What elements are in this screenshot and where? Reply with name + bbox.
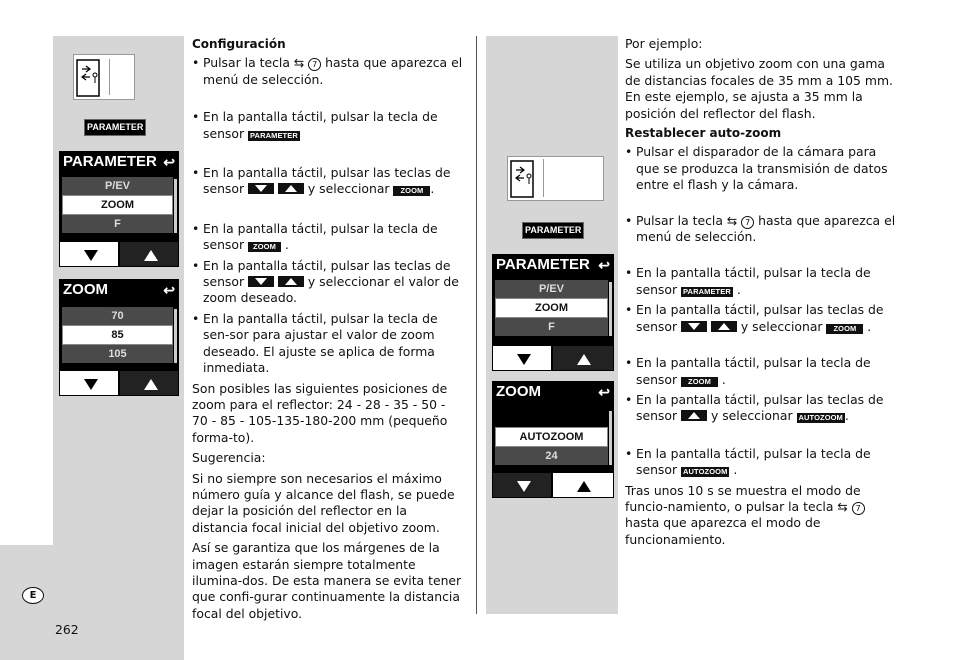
parameter-menu-screen — [492, 254, 614, 371]
autozoom-key-label: AUTOZOOM — [798, 413, 843, 423]
tip-heading: Sugerencia: — [192, 450, 266, 466]
parameter-key-label: PARAMETER — [250, 130, 298, 140]
swap-key-icon: ⇆ — [837, 498, 848, 514]
menu-row-f[interactable]: F — [495, 318, 608, 336]
swap-key-icon: ⇆ — [293, 55, 305, 71]
zoom-screen-title: ZOOM ↩ — [59, 279, 179, 301]
down-button[interactable] — [492, 472, 552, 498]
step-shutter: • Pulsar el disparador de la cámara para que se produzca la transmisión de datos entre el flash y la cámara. — [625, 144, 899, 193]
arrow-up-key-icon — [711, 321, 737, 332]
arrow-buttons — [492, 472, 614, 498]
zoom-key-label: ZOOM — [826, 324, 863, 334]
parameter-key-label: PARAMETER — [683, 286, 731, 296]
zoom-value-85[interactable]: 85 — [62, 325, 173, 345]
step-parameter: • En la pantalla táctil, pulsar la tecla de sensor PARAMETER — [192, 109, 464, 142]
arrow-down-icon — [517, 354, 531, 365]
scrollbar[interactable] — [609, 282, 612, 336]
return-icon[interactable]: ↩ — [598, 257, 610, 273]
scrollbar[interactable] — [609, 411, 612, 465]
empty-row — [495, 409, 608, 427]
parameter-screen-title: PARAMETER ↩ — [59, 151, 179, 173]
step-press-key: • Pulsar la tecla ⇆ 7 hasta que aparezca el menú de selección. — [625, 213, 899, 246]
zoom-key-label: ZOOM — [393, 186, 430, 196]
zoom-positions-paragraph: Son posibles las siguientes posiciones de zoom para el reflector: 24 - 28 - 35 - 50 - 70 - 85 - 105-135-180-200 mm (pequeño forma-to). — [192, 380, 448, 445]
parameter-sensor-key-figure[interactable]: PARAMETER — [522, 222, 584, 239]
return-icon[interactable]: ↩ — [598, 384, 610, 400]
column-divider — [476, 36, 477, 614]
scrollbar[interactable] — [174, 309, 177, 363]
page-number: 262 — [55, 622, 79, 637]
up-button[interactable] — [119, 241, 179, 267]
key-number-7-icon: 7 — [852, 502, 865, 515]
return-paragraph: Tras unos 10 s se muestra el modo de funcio-namiento, o pulsar la tecla ⇆ 7 hasta que aparezca el modo de funcionamiento. — [625, 483, 899, 549]
menu-row-pev[interactable]: P/EV — [495, 280, 608, 298]
section-heading: Configuración — [192, 37, 286, 51]
left-text-column — [192, 36, 464, 622]
step-select-autozoom: • En la pantalla táctil, pulsar las teclas de sensor y seleccionar AUTOZOOM . — [625, 392, 899, 425]
down-button[interactable] — [59, 241, 119, 267]
up-button[interactable] — [552, 345, 614, 371]
arrow-down-icon — [84, 379, 98, 390]
scrollbar[interactable] — [174, 179, 177, 233]
zoom-value-105[interactable]: 105 — [62, 345, 173, 363]
flash-panel-figure — [507, 156, 604, 201]
margins-paragraph: Así se garantiza que los márgenes de la imagen estarán siempre totalmente ilumina-dos. De esta manera se evita tener que confi-gurar continuamente la distancia focal del objetivo. — [192, 540, 462, 621]
parameter-screen-title: PARAMETER ↩ — [492, 254, 614, 276]
arrow-up-icon — [577, 354, 591, 365]
arrow-buttons — [59, 241, 179, 267]
menu-row-zoom[interactable]: ZOOM — [62, 195, 173, 215]
step-apply: • En la pantalla táctil, pulsar la tecla de sen-sor para ajustar el valor de zoom deseado. El ajuste se aplica de forma inmediata. — [192, 311, 464, 377]
language-badge: E — [22, 587, 44, 604]
menu-row-zoom[interactable]: ZOOM — [495, 298, 608, 318]
arrow-up-icon — [144, 379, 158, 390]
return-icon[interactable]: ↩ — [163, 154, 175, 170]
up-button[interactable] — [552, 472, 614, 498]
arrow-up-key-icon — [681, 410, 707, 421]
reset-autozoom-heading: Restablecer auto-zoom — [625, 126, 782, 141]
down-button[interactable] — [59, 370, 119, 396]
flash-buttons-icon — [74, 55, 134, 99]
step-select-zoom: • En la pantalla táctil, pulsar las teclas de sensor y seleccionar ZOOM . — [625, 302, 899, 335]
menu-row-pev[interactable]: P/EV — [62, 177, 173, 195]
zoom-value-70[interactable]: 70 — [62, 307, 173, 325]
zoom-value-24[interactable]: 24 — [495, 447, 608, 465]
flash-panel-figure — [73, 54, 135, 100]
autozoom-menu-screen — [492, 381, 614, 498]
example-heading: Por ejemplo: — [625, 36, 703, 51]
arrow-down-key-icon — [248, 276, 274, 287]
zoom-key-label: ZOOM — [248, 242, 281, 252]
zoom-screen-title: ZOOM ↩ — [492, 381, 614, 403]
arrow-up-key-icon — [278, 276, 304, 287]
return-icon[interactable]: ↩ — [163, 282, 175, 298]
zoom-key-label: ZOOM — [681, 377, 718, 387]
tip-paragraph: Si no siempre son necesarios el máximo número guía y alcance del flash, se puede dejar la posición del reflector en la distancia focal inicial del objetivo zoom. — [192, 470, 455, 535]
parameter-menu-screen — [59, 151, 179, 267]
up-button[interactable] — [119, 370, 179, 396]
example-paragraph: Se utiliza un objetivo zoom con una gama de distancias focales de 35 mm a 105 mm. En este ejemplo, se ajusta a 35 mm la posición del reflector del flash. — [625, 56, 893, 121]
key-number-7-icon: 7 — [741, 216, 754, 229]
swap-key-icon: ⇆ — [726, 212, 738, 228]
autozoom-row[interactable]: AUTOZOOM — [495, 427, 608, 447]
step-press-autozoom: • En la pantalla táctil, pulsar la tecla de sensor AUTOZOOM . — [625, 446, 899, 479]
zoom-menu-screen — [59, 279, 179, 396]
step-press-key: • Pulsar la tecla ⇆ 7 hasta que aparezca el menú de selección. — [192, 55, 464, 88]
arrow-buttons — [492, 345, 614, 371]
menu-row-f[interactable]: F — [62, 215, 173, 233]
flash-buttons-icon — [508, 157, 603, 200]
arrow-down-icon — [84, 250, 98, 261]
autozoom-key-label: AUTOZOOM — [683, 467, 728, 477]
step-press-zoom: • En la pantalla táctil, pulsar la tecla de sensor ZOOM . — [625, 355, 899, 388]
step-parameter: • En la pantalla táctil, pulsar la tecla de sensor PARAMETER . — [625, 265, 899, 298]
arrow-down-key-icon — [681, 321, 707, 332]
key-number-7-icon: 7 — [308, 58, 321, 71]
arrow-up-key-icon — [278, 183, 304, 194]
down-button[interactable] — [492, 345, 552, 371]
step-select-zoom: • En la pantalla táctil, pulsar las teclas de sensor y seleccionar ZOOM . — [192, 165, 464, 198]
step-press-zoom: • En la pantalla táctil, pulsar la tecla de sensor ZOOM . — [192, 221, 464, 254]
arrow-up-icon — [144, 250, 158, 261]
arrow-up-icon — [577, 481, 591, 492]
arrow-down-key-icon — [248, 183, 274, 194]
right-text-column — [625, 36, 899, 548]
arrow-buttons — [59, 370, 179, 396]
step-select-value: • En la pantalla táctil, pulsar las teclas de sensor y seleccionar el valor de zoom deseado. — [192, 258, 464, 307]
parameter-sensor-key-figure[interactable]: PARAMETER — [84, 119, 146, 136]
arrow-down-icon — [517, 481, 531, 492]
